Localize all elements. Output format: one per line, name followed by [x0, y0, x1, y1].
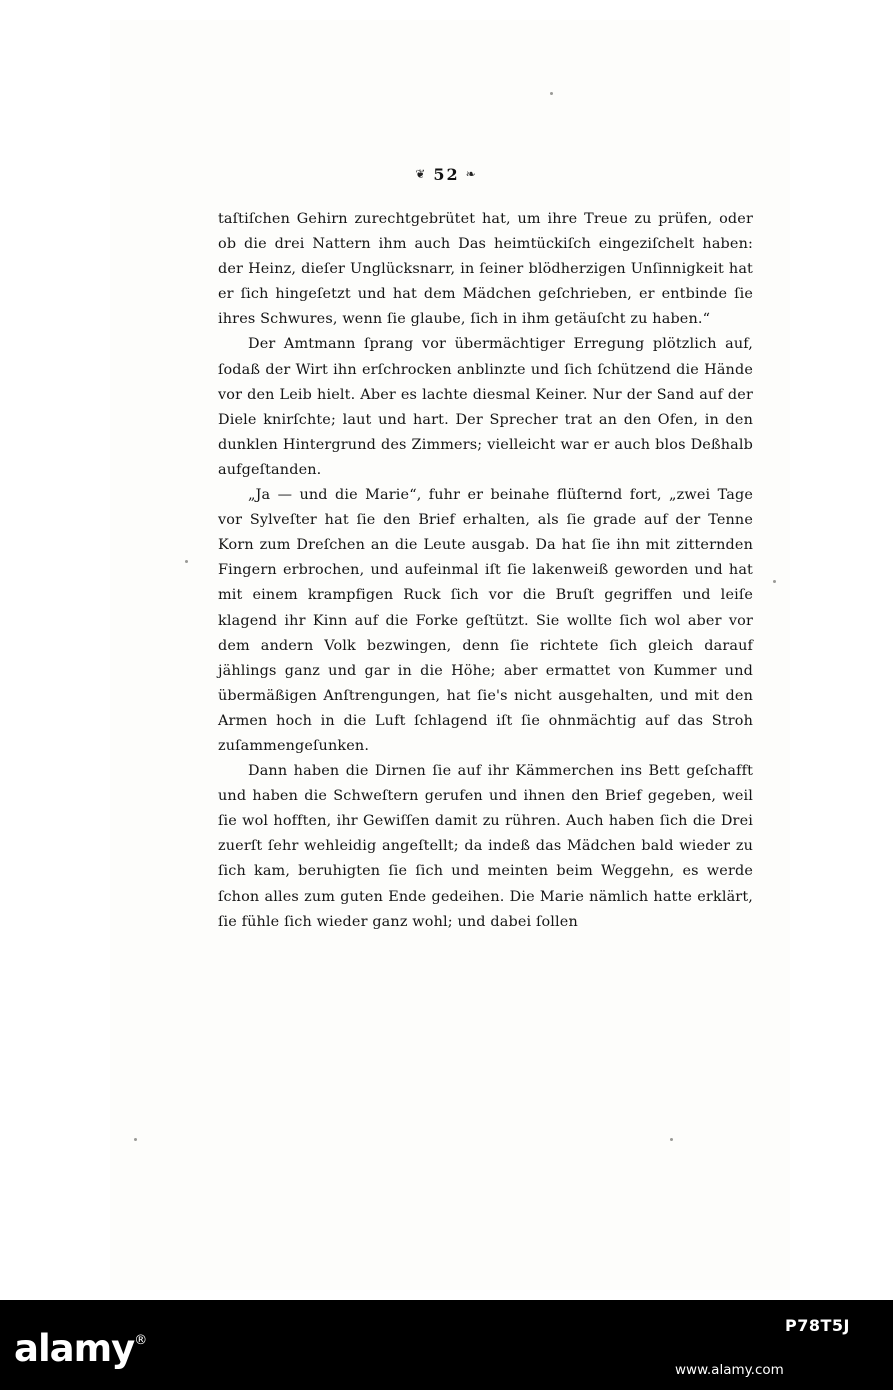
- paper-speck: [773, 580, 776, 583]
- alamy-logo: [14, 1322, 148, 1370]
- paper-speck: [550, 92, 553, 95]
- paragraph: „Ja — und die Marie“, fuhr er beinahe flüſternd fort, „zwei Tage vor Sylveſter hat ſie den Brief erhalten, als ſie grade auf der Tenne Korn zum Dreſchen an die Leute ausgab. Da hat ſie ihn mit zitternden Fingern erbrochen, und aufeinmal iſt ſie lakenweiß geworden und hat mit einem krampfigen Ruck ſich vor die Bruſt gegriffen und leiſe klagend ihr Kinn auf die Forke geſtützt. Sie wollte ſich wol aber vor dem andern Volk bezwingen, denn ſie richtete ſich gleich darauf jählings ganz und gar in die Höhe; aber ermattet von Kummer und übermäßigen Anſtrengungen, hat ſie's nicht ausgehalten, und mit den Armen hoch in die Luft ſchlagend iſt ſie ohnmächtig auf das Stroh zuſammengeſunken.: [218, 487, 753, 754]
- alamy-logo-text: alamy: [14, 1327, 135, 1370]
- trademark-symbol: ®: [134, 1333, 148, 1348]
- page-number: 52: [433, 165, 460, 184]
- page-body-text: [218, 207, 753, 935]
- page-header: [0, 165, 893, 184]
- image-id-code: P78T5J: [785, 1316, 850, 1335]
- paragraph: Der Amtmann ſprang vor übermächtiger Erregung plötzlich auf, ſodaß der Wirt ihn erſchrocken anblinzte und ſich ſchützend die Hände vor den Leib hielt. Aber es lachte diesmal Keiner. Nur der Sand auf der Diele knirſchte; laut und hart. Der Sprecher trat an den Ofen, in den dunklen Hintergrund des Zimmers; vielleicht war er auch blos Deßhalb aufgeſtanden.: [218, 336, 753, 478]
- alamy-watermark-bar: [0, 1300, 893, 1390]
- paper-speck: [670, 1138, 673, 1141]
- paper-speck: [185, 560, 188, 563]
- paper-speck: [134, 1138, 137, 1141]
- alamy-url: www.alamy.com: [675, 1362, 784, 1378]
- ornament-right-icon: ❧: [465, 167, 478, 181]
- ornament-left-icon: ❦: [415, 167, 428, 181]
- paragraph: Dann haben die Dirnen ſie auf ihr Kämmerchen ins Bett geſchafft und haben die Schweſtern gerufen und ihnen den Brief gegeben, weil ſie wol hofften, ihr Gewiſſen damit zu rühren. Auch haben ſich die Drei zuerſt ſehr wehleidig angeſtellt; da indeß das Mädchen bald wieder zu ſich kam, beruhigten ſie ſich und meinten beim Weggehn, es werde ſchon alles zum guten Ende gedeihen. Die Marie nämlich hatte erklärt, ſie fühle ſich wieder ganz wohl; und dabei ſollen: [218, 763, 753, 930]
- paragraph: taſtiſchen Gehirn zurechtgebrütet hat, um ihre Treue zu prüfen, oder ob die drei Nattern ihm auch Das heimtückiſch eingeziſchelt haben: der Heinz, dieſer Unglücksnarr, in ſeiner blödherzigen Unſinnigkeit hat er ſich hingeſetzt und hat dem Mädchen geſchrieben, er entbinde ſie ihres Schwures, wenn ſie glaube, ſich in ihm getäuſcht zu haben.“: [218, 211, 753, 328]
